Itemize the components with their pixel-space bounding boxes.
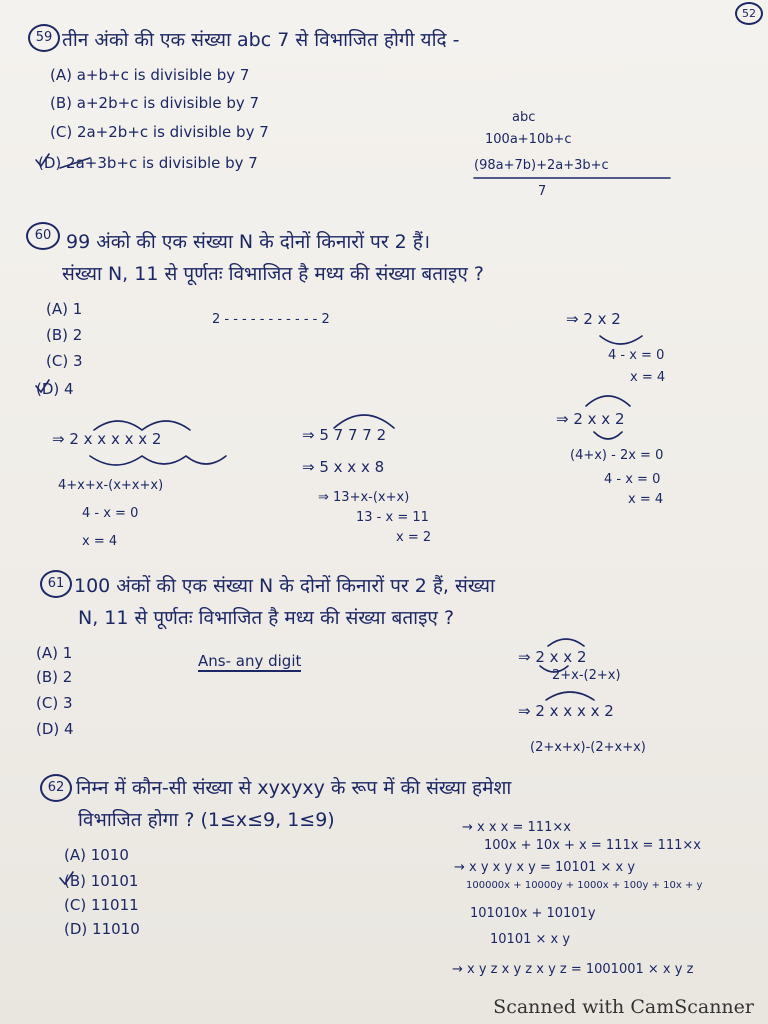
q60-work3-arc-bottom xyxy=(90,456,226,465)
q62-work-line-5: 101010x + 10101y xyxy=(470,906,596,921)
q59-option-b: (B) a+2b+c is divisible by 7 xyxy=(50,94,260,112)
q61-option-d: (D) 4 xyxy=(36,720,74,738)
question-59-number: 59 xyxy=(28,24,60,52)
q59-option-c: (C) 2a+2b+c is divisible by 7 xyxy=(50,123,269,141)
q60-work1-line-2: 4 - x = 0 xyxy=(608,348,665,363)
question-61-number: 61 xyxy=(40,570,72,598)
q60-work3-arc-top-2 xyxy=(142,421,190,430)
q62-option-d: (D) 11010 xyxy=(64,920,140,938)
q59-work-line-1: abc xyxy=(512,110,536,125)
question-60-number: 60 xyxy=(26,222,60,250)
scanner-watermark: Scanned with CamScanner xyxy=(493,996,754,1018)
q60-work4-line-3: ⇒ 13+x-(x+x) xyxy=(318,490,410,505)
q62-work-line-3: → x y x y x y = 10101 × x y xyxy=(454,860,636,875)
q59-work-line-4: 7 xyxy=(538,184,547,199)
question-61-line-1: 100 अंकों की एक संख्या N के दोनों किनारों पर 2 हैं, संख्या xyxy=(74,575,495,597)
q62-work-line-4: 100000x + 10000y + 1000x + 100y + 10x + y xyxy=(466,880,703,891)
q60-work4-line-4: 13 - x = 11 xyxy=(356,510,429,525)
q60-work2-line-4: x = 4 xyxy=(628,492,664,507)
q62-option-b: (B) 10101 xyxy=(64,872,139,890)
q61-option-b: (B) 2 xyxy=(36,668,73,686)
q60-work3-line-3: 4 - x = 0 xyxy=(82,506,139,521)
q62-work-line-6: 10101 × x y xyxy=(490,932,571,947)
q60-work3-line-1: ⇒ 2 x x x x x 2 xyxy=(52,430,162,448)
q60-option-b: (B) 2 xyxy=(46,326,83,344)
q61-option-c: (C) 3 xyxy=(36,694,73,712)
q60-work2-line-2: (4+x) - 2x = 0 xyxy=(570,448,664,463)
q61-work-line-3: ⇒ 2 x x x x 2 xyxy=(518,702,614,720)
q61-work-arc-2 xyxy=(546,692,594,700)
q60-work2-line-3: 4 - x = 0 xyxy=(604,472,661,487)
q60-work4-line-1: ⇒ 5 7 7 7 2 xyxy=(302,426,387,444)
q59-option-d: (D) 2a+3b+c is divisible by 7 xyxy=(38,154,258,172)
q62-work-line-1: → x x x = 111×x xyxy=(462,820,571,835)
q60-work4-line-2: ⇒ 5 x x x 8 xyxy=(302,458,385,476)
question-60-line-1: 99 अंको की एक संख्या N के दोनों किनारों पर 2 हैं। xyxy=(66,231,431,253)
q60-work1-line-3: x = 4 xyxy=(630,370,666,385)
q60-option-a: (A) 1 xyxy=(46,300,83,318)
q61-work-line-2: 2+x-(2+x) xyxy=(552,668,621,683)
q60-work3-arc-top-1 xyxy=(94,421,142,430)
question-60-line-2: संख्या N, 11 से पूर्णतः विभाजित है मध्य की संख्या बताइए ? xyxy=(62,263,484,285)
question-62-line-2: विभाजित होगा ? (1≤x≤9, 1≤9) xyxy=(78,809,335,831)
q59-option-a: (A) a+b+c is divisible by 7 xyxy=(50,66,250,84)
q60-option-c: (C) 3 xyxy=(46,352,83,370)
q60-work2-arc-top xyxy=(586,396,630,406)
q62-option-a: (A) 1010 xyxy=(64,846,129,864)
question-62-number: 62 xyxy=(40,774,72,802)
q60-work4-line-5: x = 2 xyxy=(396,530,432,545)
q61-work-arc-bottom xyxy=(540,666,568,672)
q59-strike xyxy=(60,158,90,168)
q61-work-line-4: (2+x+x)-(2+x+x) xyxy=(530,740,646,755)
q62-work-line-2: 100x + 10x + x = 111x = 111×x xyxy=(484,838,701,853)
q60-work4-arc xyxy=(334,415,394,428)
q60-work3-line-2: 4+x+x-(x+x+x) xyxy=(58,478,164,493)
q60-option-d: (D) 4 xyxy=(36,380,74,398)
question-61-line-2: N, 11 से पूर्णतः विभाजित है मध्य की संख्या बताइए ? xyxy=(78,607,455,629)
q60-work1-arc xyxy=(600,336,642,344)
q62-option-c: (C) 11011 xyxy=(64,896,139,914)
q62-correct-tick xyxy=(60,872,73,884)
page-number: 52 xyxy=(735,2,763,25)
q61-answer: Ans- any digit xyxy=(198,652,302,670)
q61-work-arc-top xyxy=(548,639,584,646)
q60-correct-tick xyxy=(36,380,49,392)
q60-work3-line-4: x = 4 xyxy=(82,534,118,549)
q59-correct-tick xyxy=(36,154,49,166)
q60-work1-line-1: ⇒ 2 x 2 xyxy=(566,310,621,328)
q59-work-line-3: (98a+7b)+2a+3b+c xyxy=(474,158,609,173)
q60-work2-line-1: ⇒ 2 x x 2 xyxy=(556,410,625,428)
q60-dotted-number: 2 - - - - - - - - - - - 2 xyxy=(212,312,330,327)
q61-work-line-1: ⇒ 2 x x 2 xyxy=(518,648,587,666)
question-59-text: तीन अंको की एक संख्या abc 7 से विभाजित होगी यदि - xyxy=(62,29,460,51)
q61-option-a: (A) 1 xyxy=(36,644,73,662)
q59-work-line-2: 100a+10b+c xyxy=(485,132,572,147)
q62-work-line-7: → x y z x y z x y z = 1001001 × x y z xyxy=(452,962,694,977)
q60-work2-arc-bottom xyxy=(594,432,622,439)
question-62-line-1: निम्न में कौन-सी संख्या से xyxyxy के रूप में की संख्या हमेशा xyxy=(76,777,512,799)
